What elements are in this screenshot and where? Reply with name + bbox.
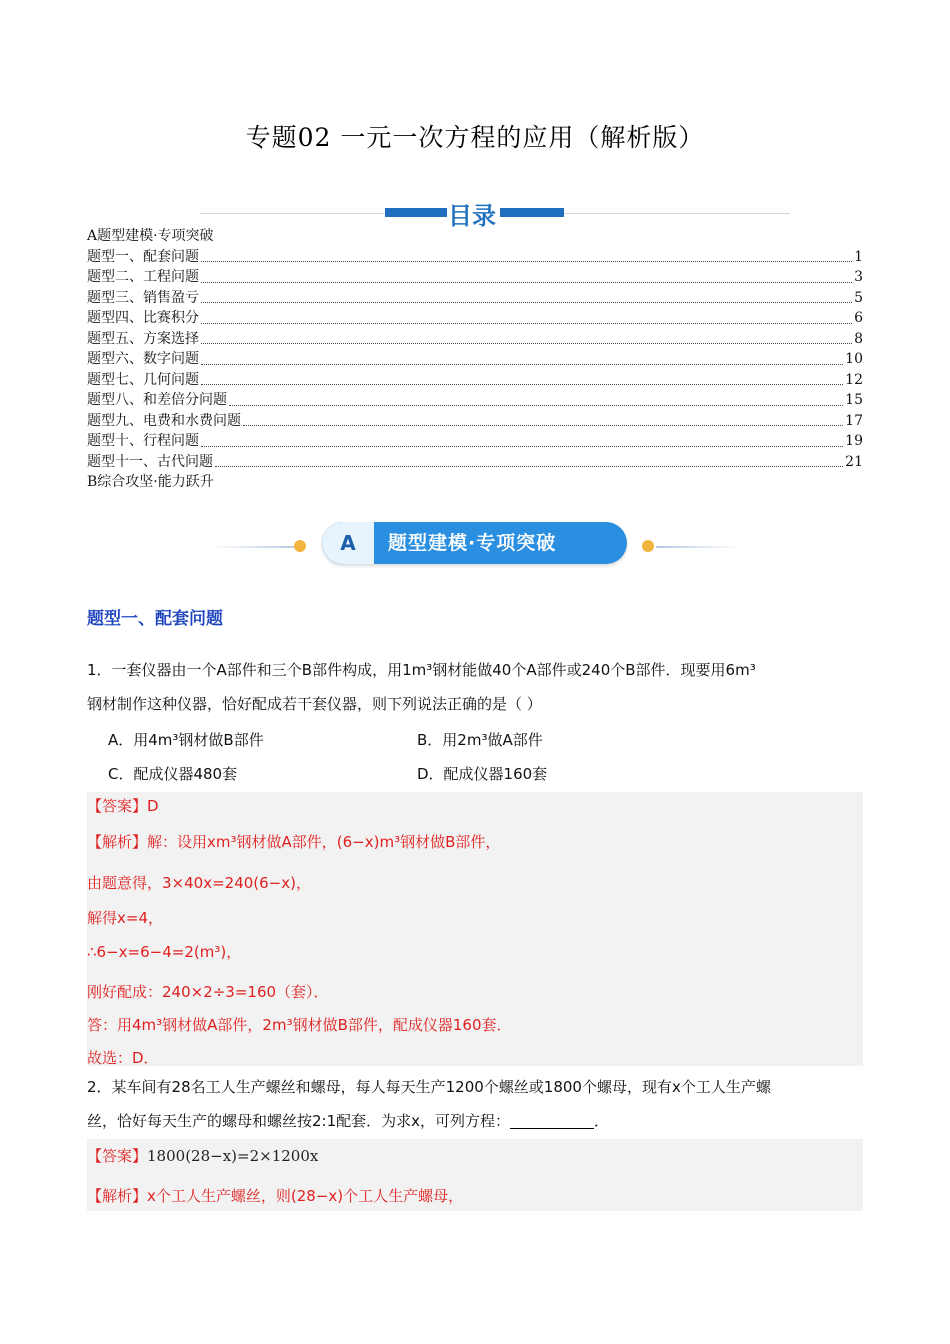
analysis-line: 【解析】解：设用xm³钢材做A部件，(6−x)m³钢材做B部件， bbox=[87, 833, 501, 851]
answer-q1: 【答案】D bbox=[87, 797, 159, 815]
option-b[interactable]: B．用2m³做A部件 bbox=[417, 731, 543, 749]
toc-entry-page: 12 bbox=[845, 371, 863, 388]
banner-rule-right bbox=[656, 546, 740, 548]
toc-entry-page: 17 bbox=[845, 412, 863, 429]
toc-entry-label: 题型三、销售盈亏 bbox=[87, 289, 199, 306]
toc-entry-page: 21 bbox=[845, 453, 863, 470]
answer-blank[interactable] bbox=[510, 1112, 594, 1129]
toc-entry-page: 6 bbox=[854, 310, 863, 326]
toc-entry-label: 题型十、行程问题 bbox=[87, 433, 199, 449]
toc-entry[interactable] bbox=[87, 267, 863, 288]
toc-entry-label: 题型五、方案选择 bbox=[87, 330, 199, 347]
banner-rule-left bbox=[210, 546, 300, 548]
analysis-line: ∴6−x=6−4=2(m³)， bbox=[87, 943, 242, 961]
toc-entry[interactable] bbox=[87, 431, 863, 452]
toc-entry-page: 1 bbox=[854, 248, 863, 265]
toc-heading-rule-left bbox=[200, 213, 385, 214]
toc-heading-rule-right bbox=[564, 213, 790, 214]
banner-dot-left bbox=[294, 540, 306, 552]
table-of-contents bbox=[87, 226, 863, 493]
toc-entry-label: 题型十一、古代问题 bbox=[87, 453, 213, 470]
banner-dot-right bbox=[642, 540, 654, 552]
toc-entry[interactable] bbox=[87, 349, 863, 370]
answer-box-q2 bbox=[87, 1139, 863, 1211]
toc-heading: 目录 bbox=[448, 202, 496, 230]
analysis-line: 由题意得，3×40x=240(6−x)， bbox=[87, 874, 311, 892]
toc-entry-label: 题型一、配套问题 bbox=[87, 248, 199, 265]
toc-entry[interactable] bbox=[87, 452, 863, 473]
answer-tag: 【答案】 bbox=[87, 1147, 148, 1165]
toc-entry-page: 3 bbox=[854, 269, 863, 285]
banner-pill bbox=[322, 522, 627, 564]
toc-entry-label: 题型二、工程问题 bbox=[87, 269, 199, 285]
toc-entry[interactable] bbox=[87, 411, 863, 432]
toc-entry[interactable] bbox=[87, 329, 863, 350]
question-2-end: ． bbox=[594, 1112, 610, 1130]
analysis-line: 答：用4m³钢材做A部件，2m³钢材做B部件，配成仪器160套． bbox=[87, 1016, 512, 1034]
toc-entry-label: 题型八、和差倍分问题 bbox=[87, 392, 227, 408]
toc-part-a[interactable]: A题型建模·专项突破 bbox=[87, 228, 214, 244]
question-1-line-2: 钢材制作这种仪器，恰好配成若干套仪器，则下列说法正确的是（ ） bbox=[87, 695, 542, 713]
toc-heading-bar bbox=[200, 196, 790, 230]
toc-entry-label: 题型六、数字问题 bbox=[87, 351, 199, 367]
question-2-line-1: 2．某车间有28名工人生产螺丝和螺母，每人每天生产1200个螺丝或1800个螺母，现有x个工人生产螺 bbox=[87, 1078, 771, 1096]
toc-entry[interactable] bbox=[87, 370, 863, 391]
option-a[interactable]: A．用4m³钢材做B部件 bbox=[108, 731, 264, 749]
analysis-line: 解得x=4， bbox=[87, 909, 163, 927]
banner-text: 题型建模·专项突破 bbox=[388, 532, 557, 554]
answer-equation: 1800(28−x)=2×1200x bbox=[147, 1147, 319, 1165]
toc-entry-page: 5 bbox=[854, 289, 863, 306]
analysis-line: 故选：D． bbox=[87, 1049, 159, 1067]
toc-heading-bar-left bbox=[385, 208, 447, 217]
toc-entry-page: 8 bbox=[854, 330, 863, 347]
toc-heading-bar-right bbox=[500, 208, 564, 217]
question-2-text: 丝，恰好每天生产的螺母和螺丝按2:1配套．为求x，可列方程： bbox=[87, 1112, 511, 1130]
option-d[interactable]: D．配成仪器160套 bbox=[417, 765, 548, 783]
toc-entry[interactable] bbox=[87, 308, 863, 329]
document-title: 专题02 一元一次方程的应用（解析版） bbox=[245, 123, 705, 152]
toc-entry-label: 题型七、几何问题 bbox=[87, 371, 199, 388]
toc-entry[interactable] bbox=[87, 390, 863, 411]
toc-entry-page: 10 bbox=[845, 351, 863, 367]
banner-letter: A bbox=[322, 522, 374, 564]
toc-entry-page: 19 bbox=[845, 433, 863, 449]
toc-entry[interactable] bbox=[87, 288, 863, 309]
option-c[interactable]: C．配成仪器480套 bbox=[108, 765, 238, 783]
answer-box-q1 bbox=[87, 792, 863, 1066]
answer-q2 bbox=[87, 1145, 318, 1166]
analysis-q2: 【解析】x个工人生产螺丝，则(28−x)个工人生产螺母， bbox=[87, 1187, 464, 1205]
question-2-line-2 bbox=[87, 1104, 863, 1138]
toc-entry[interactable] bbox=[87, 247, 863, 268]
analysis-line: 刚好配成：240×2÷3=160（套）． bbox=[87, 983, 329, 1001]
toc-entry-label: 题型九、电费和水费问题 bbox=[87, 412, 241, 429]
section-title: 题型一、配套问题 bbox=[87, 609, 223, 629]
toc-entry-page: 15 bbox=[845, 392, 863, 408]
toc-entry-label: 题型四、比赛积分 bbox=[87, 310, 199, 326]
toc-part-b[interactable]: B综合攻坚·能力跃升 bbox=[87, 474, 214, 490]
question-1-line-1: 1．一套仪器由一个A部件和三个B部件构成，用1m³钢材能做40个A部件或240个B部件．现要用6m³ bbox=[87, 661, 756, 679]
section-banner bbox=[210, 520, 740, 568]
